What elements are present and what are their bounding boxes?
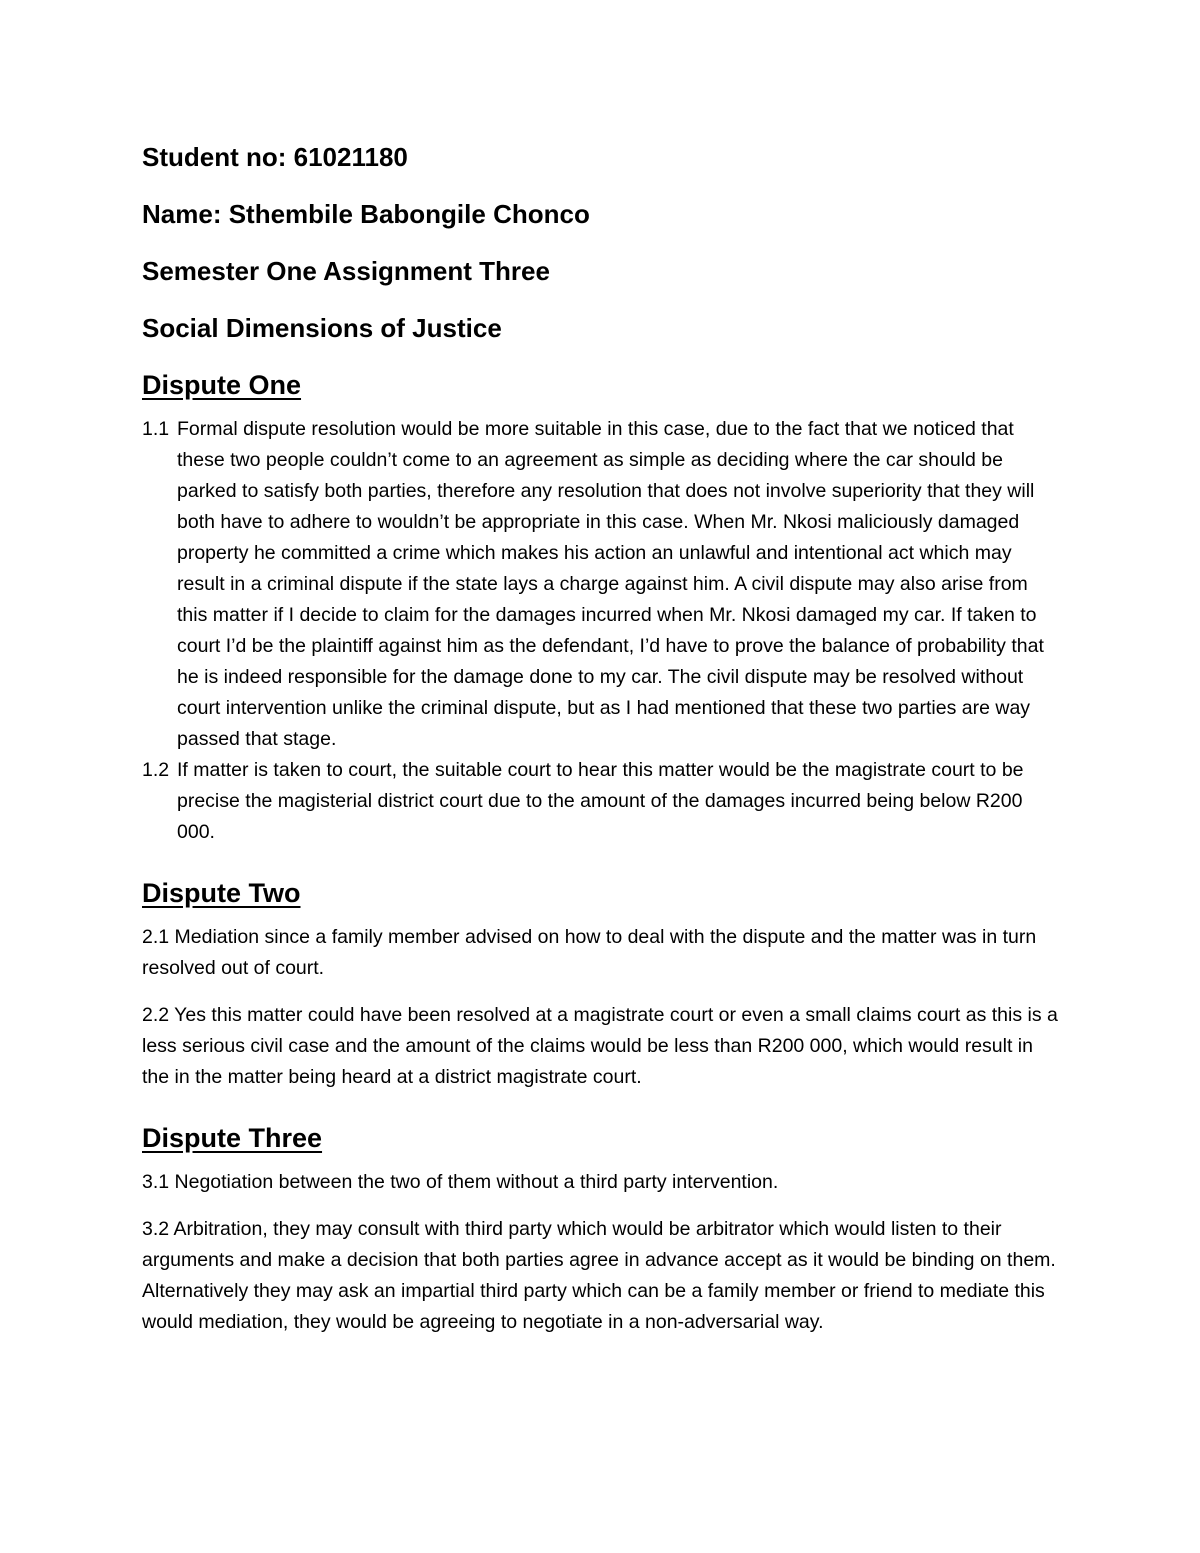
dispute-two-heading: Dispute Two: [142, 878, 301, 908]
document-page: [142, 140, 1062, 1354]
student-number: Student no: 61021180: [142, 142, 408, 172]
answer-text: If matter is taken to court, the suitable court to hear this matter would be the magistrate court to be precise the magisterial district court due to the amount of the damages incurred being below R200 000.: [177, 759, 1024, 843]
answer-number: 1.2: [142, 759, 170, 781]
dispute-two-section: [142, 876, 1062, 1093]
assignment-title: Semester One Assignment Three: [142, 256, 550, 286]
student-name: Name: Sthembile Babongile Chonco: [142, 199, 590, 229]
dispute-three-heading: Dispute Three: [142, 1123, 323, 1153]
dispute-one-section: [142, 368, 1062, 848]
answer-text: Formal dispute resolution would be more suitable in this case, due to the fact that we noticed that these two people couldn’t come to an agreement as simple as deciding where the car should be parked to satisfy both parties, therefore any resolution that does not involve superiority that they will both have to adhere to wouldn’t be appropriate in this case. When Mr. Nkosi maliciously damaged property he committed a crime which makes his action an unlawful and intentional act which may result in a criminal dispute if the state lays a charge against him. A civil dispute may also arise from this matter if I decide to claim for the damages incurred when Mr. Nkosi damaged my car. If taken to court I’d be the plaintiff against him as the defendant, I’d have to prove the balance of probability that he is indeed responsible for the damage done to my car. The civil dispute may be resolved without court intervention unlike the criminal dispute, but as I had mentioned that these two parties are way passed that stage.: [177, 418, 1044, 750]
dispute-one-heading: Dispute One: [142, 370, 302, 400]
answer-2-2: 2.2 Yes this matter could have been resolved at a magistrate court or even a small claims court as this is a less serious civil case and the amount of the claims would be less than R200 000, which would result in the in the matter being heard at a district magistrate court.: [142, 1004, 1058, 1088]
answer-number: 1.1: [142, 418, 170, 440]
dispute-three-section: [142, 1121, 1062, 1338]
module-title: Social Dimensions of Justice: [142, 313, 502, 343]
answer-1-1: [142, 414, 1062, 755]
answer-3-1: 3.1 Negotiation between the two of them without a third party intervention.: [142, 1171, 779, 1193]
answer-3-2: 3.2 Arbitration, they may consult with third party which would be arbitrator which would listen to their arguments and make a decision that both parties agree in advance accept as it would be binding on them. Alternatively they may ask an impartial third party which can be a family member or friend to mediate this would mediation, they would be agreeing to negotiate in a non-adversarial way.: [142, 1218, 1056, 1333]
answer-2-1: 2.1 Mediation since a family member advised on how to deal with the dispute and the matter was in turn resolved out of court.: [142, 926, 1037, 979]
answer-1-2: [142, 755, 1062, 848]
